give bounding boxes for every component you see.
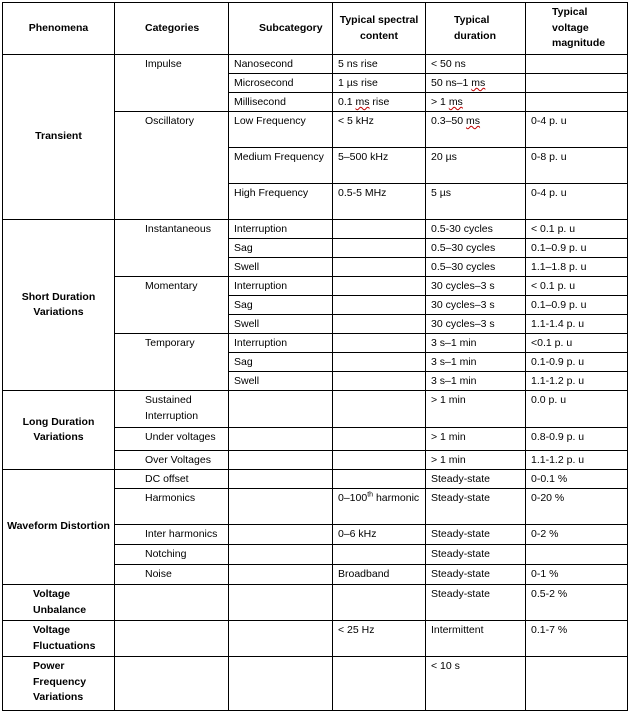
- spectral-cell: [333, 391, 426, 428]
- table-row: [3, 220, 628, 239]
- duration-cell: 3 s–1 min: [426, 353, 526, 372]
- category-cell: Sustained Interruption: [115, 391, 229, 428]
- category-cell: Over Voltages: [115, 451, 229, 470]
- table-row: [3, 470, 628, 489]
- subcategory-cell: Medium Frequency: [229, 148, 333, 184]
- duration-cell: 30 cycles–3 s: [426, 277, 526, 296]
- subcategory-cell: [229, 565, 333, 585]
- subcategory-cell: Low Frequency: [229, 112, 333, 148]
- voltage-cell: 0.1-7 %: [526, 621, 628, 657]
- spectral-cell: 1 µs rise: [333, 74, 426, 93]
- voltage-cell: 0-1 %: [526, 565, 628, 585]
- spectral-superscript: th: [367, 491, 374, 499]
- voltage-cell: 0.8-0.9 p. u: [526, 428, 628, 451]
- duration-cell: 30 cycles–3 s: [426, 315, 526, 334]
- category-cell: Inter harmonics: [115, 525, 229, 545]
- spectral-cell: 0.5-5 MHz: [333, 184, 426, 220]
- category-cell: [115, 621, 229, 657]
- voltage-cell: 0-8 p. u: [526, 148, 628, 184]
- category-cell: Under voltages: [115, 428, 229, 451]
- subcategory-cell: [229, 391, 333, 428]
- duration-cell: 20 µs: [426, 148, 526, 184]
- table-row: [3, 621, 628, 657]
- voltage-cell: 1.1-1.2 p. u: [526, 372, 628, 391]
- voltage-cell: < 0.1 p. u: [526, 220, 628, 239]
- voltage-cell: < 0.1 p. u: [526, 277, 628, 296]
- duration-cell: > 1 min: [426, 428, 526, 451]
- header-spectral-content: Typical spectral content: [333, 3, 426, 55]
- header-duration: Typical duration: [426, 3, 526, 55]
- spectral-cell: [333, 585, 426, 621]
- voltage-cell: 0-4 p. u: [526, 112, 628, 148]
- category-cell: Instantaneous: [115, 220, 229, 277]
- voltage-cell: [526, 545, 628, 565]
- header-categories: Categories: [115, 3, 229, 55]
- header-voltage-magnitude: Typical voltage magnitude: [526, 3, 628, 55]
- subcategory-cell: Swell: [229, 372, 333, 391]
- voltage-cell: 1.1–1.8 p. u: [526, 258, 628, 277]
- spectral-text: 0–100: [338, 492, 368, 504]
- subcategory-cell: [229, 585, 333, 621]
- voltage-cell: 0.5-2 %: [526, 585, 628, 621]
- spectral-cell: [333, 657, 426, 711]
- subcategory-cell: Millisecond: [229, 93, 333, 112]
- phenomena-cell: Transient: [3, 55, 115, 220]
- voltage-cell: 0.1–0.9 p. u: [526, 296, 628, 315]
- duration-cell: Steady-state: [426, 565, 526, 585]
- category-cell: [115, 585, 229, 621]
- duration-cell: 0.5–30 cycles: [426, 258, 526, 277]
- subcategory-cell: [229, 545, 333, 565]
- spectral-cell: [333, 220, 426, 239]
- phenomena-cell: Voltage Fluctuations: [3, 621, 115, 657]
- category-cell: DC offset: [115, 470, 229, 489]
- subcategory-cell: [229, 525, 333, 545]
- subcategory-cell: [229, 451, 333, 470]
- subcategory-cell: Swell: [229, 258, 333, 277]
- header-subcategory: Subcategory: [229, 3, 333, 55]
- spectral-unit: ms: [355, 96, 370, 108]
- voltage-cell: [526, 74, 628, 93]
- duration-cell: Steady-state: [426, 525, 526, 545]
- voltage-cell: 0-20 %: [526, 489, 628, 525]
- duration-cell: [426, 112, 526, 148]
- subcategory-cell: Microsecond: [229, 74, 333, 93]
- table-row: [3, 585, 628, 621]
- voltage-cell: 0.1–0.9 p. u: [526, 239, 628, 258]
- spectral-cell: [333, 334, 426, 353]
- spectral-cell: [333, 239, 426, 258]
- spectral-cell: 5 ns rise: [333, 55, 426, 74]
- voltage-cell: [526, 55, 628, 74]
- subcategory-cell: [229, 621, 333, 657]
- spectral-cell: 5–500 kHz: [333, 148, 426, 184]
- spectral-cell: 0–6 kHz: [333, 525, 426, 545]
- header-phenomena: Phenomena: [3, 3, 115, 55]
- duration-cell: 5 µs: [426, 184, 526, 220]
- spectral-text: rise: [369, 96, 390, 108]
- duration-text: 50 ns–1: [431, 77, 472, 89]
- duration-cell: Steady-state: [426, 545, 526, 565]
- duration-cell: [426, 93, 526, 112]
- spectral-cell: [333, 315, 426, 334]
- voltage-cell: 0-0.1 %: [526, 470, 628, 489]
- spectral-cell: [333, 93, 426, 112]
- table-row: [3, 55, 628, 74]
- phenomena-cell: Short Duration Variations: [3, 220, 115, 391]
- duration-cell: > 1 min: [426, 451, 526, 470]
- header-row: [3, 3, 628, 55]
- spectral-cell: [333, 451, 426, 470]
- subcategory-cell: Sag: [229, 296, 333, 315]
- voltage-cell: 0.1-0.9 p. u: [526, 353, 628, 372]
- voltage-cell: [526, 93, 628, 112]
- phenomena-cell: Waveform Distortion: [3, 470, 115, 585]
- subcategory-cell: Nanosecond: [229, 55, 333, 74]
- subcategory-cell: Swell: [229, 315, 333, 334]
- phenomena-cell: Long Duration Variations: [3, 391, 115, 470]
- spectral-cell: [333, 353, 426, 372]
- table-row: [3, 657, 628, 711]
- duration-cell: 30 cycles–3 s: [426, 296, 526, 315]
- category-cell: Harmonics: [115, 489, 229, 525]
- voltage-cell: 1.1-1.2 p. u: [526, 451, 628, 470]
- subcategory-cell: Interruption: [229, 334, 333, 353]
- spectral-cell: Broadband: [333, 565, 426, 585]
- spectral-cell: < 25 Hz: [333, 621, 426, 657]
- subcategory-cell: [229, 489, 333, 525]
- duration-text: 0.3–50: [431, 115, 467, 127]
- category-cell: Impulse: [115, 55, 229, 112]
- category-cell: Momentary: [115, 277, 229, 334]
- category-cell: Noise: [115, 565, 229, 585]
- duration-cell: 3 s–1 min: [426, 372, 526, 391]
- voltage-cell: 0-4 p. u: [526, 184, 628, 220]
- duration-text: > 1: [431, 96, 449, 108]
- spectral-cell: [333, 489, 426, 525]
- duration-cell: Steady-state: [426, 470, 526, 489]
- duration-cell: > 1 min: [426, 391, 526, 428]
- phenomena-cell: Voltage Unbalance: [3, 585, 115, 621]
- duration-cell: 3 s–1 min: [426, 334, 526, 353]
- spectral-cell: [333, 296, 426, 315]
- voltage-cell: 0.0 p. u: [526, 391, 628, 428]
- duration-cell: < 10 s: [426, 657, 526, 711]
- spectral-cell: [333, 470, 426, 489]
- table-row: [3, 391, 628, 428]
- duration-cell: 0.5-30 cycles: [426, 220, 526, 239]
- duration-cell: Steady-state: [426, 585, 526, 621]
- voltage-cell: [526, 657, 628, 711]
- spectral-cell: [333, 277, 426, 296]
- spectral-cell: [333, 372, 426, 391]
- duration-unit: ms: [471, 77, 486, 89]
- subcategory-cell: Interruption: [229, 277, 333, 296]
- duration-cell: Steady-state: [426, 489, 526, 525]
- phenomena-cell: Power Frequency Variations: [3, 657, 115, 711]
- duration-cell: < 50 ns: [426, 55, 526, 74]
- duration-cell: [426, 74, 526, 93]
- duration-unit: ms: [448, 96, 463, 108]
- subcategory-cell: High Frequency: [229, 184, 333, 220]
- subcategory-cell: Interruption: [229, 220, 333, 239]
- spectral-text: harmonic: [373, 492, 420, 504]
- spectral-cell: [333, 545, 426, 565]
- spectral-cell: [333, 428, 426, 451]
- subcategory-cell: Sag: [229, 353, 333, 372]
- subcategory-cell: Sag: [229, 239, 333, 258]
- category-cell: [115, 657, 229, 711]
- spectral-cell: < 5 kHz: [333, 112, 426, 148]
- subcategory-cell: [229, 470, 333, 489]
- power-quality-table: [2, 2, 628, 711]
- category-cell: Notching: [115, 545, 229, 565]
- duration-cell: 0.5–30 cycles: [426, 239, 526, 258]
- voltage-cell: 1.1-1.4 p. u: [526, 315, 628, 334]
- voltage-cell: 0-2 %: [526, 525, 628, 545]
- category-cell: Oscillatory: [115, 112, 229, 220]
- spectral-text: 0.1: [338, 96, 356, 108]
- voltage-cell: <0.1 p. u: [526, 334, 628, 353]
- subcategory-cell: [229, 428, 333, 451]
- duration-cell: Intermittent: [426, 621, 526, 657]
- category-cell: Temporary: [115, 334, 229, 391]
- spectral-cell: [333, 258, 426, 277]
- subcategory-cell: [229, 657, 333, 711]
- duration-unit: ms: [466, 115, 481, 127]
